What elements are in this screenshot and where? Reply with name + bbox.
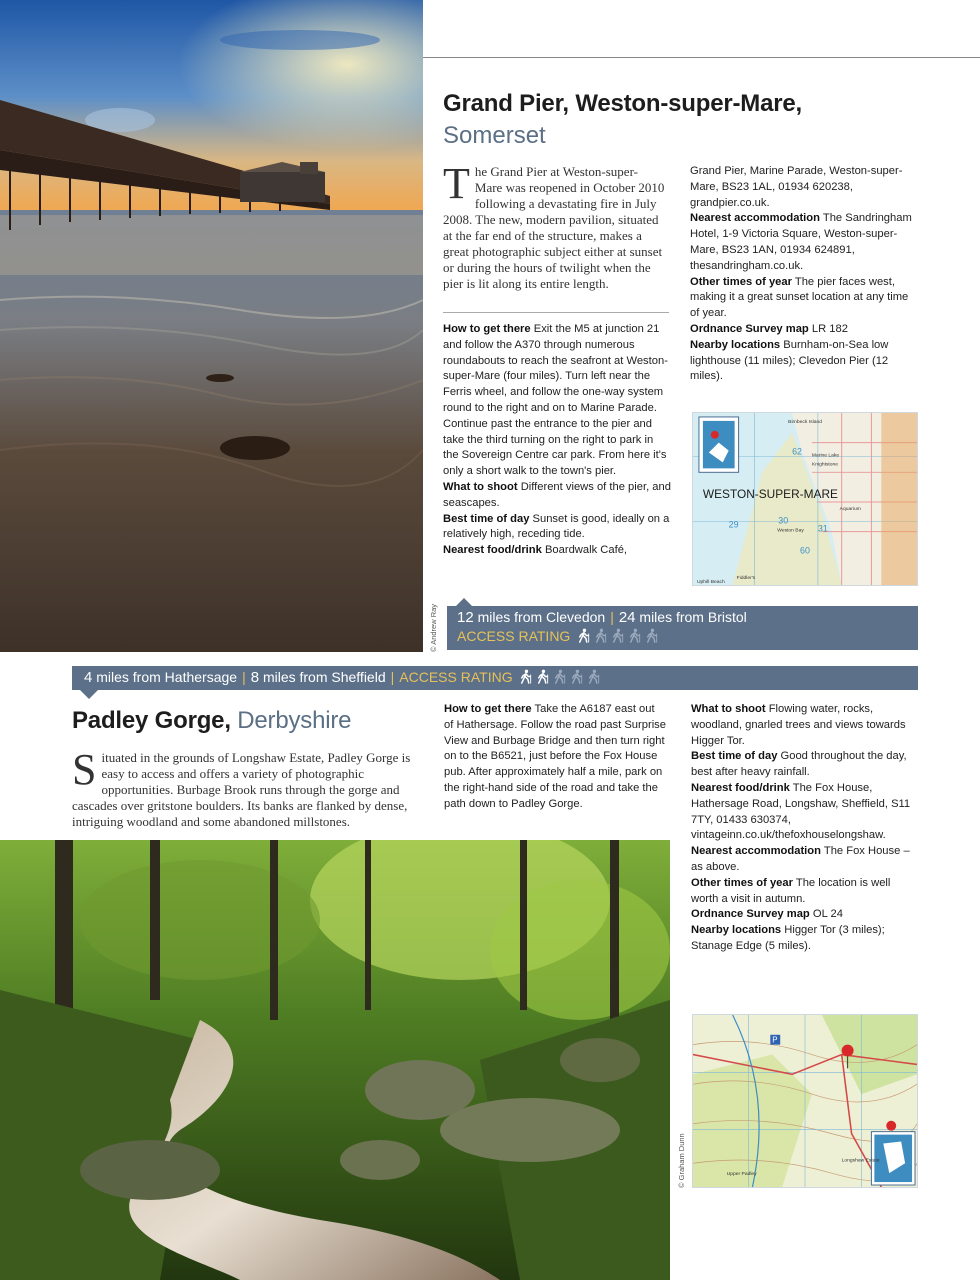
- info-label: Nearby locations: [690, 338, 781, 351]
- distance-label: miles from Clevedon: [477, 609, 606, 625]
- info-text: The location is well worth a visit in autumn.: [691, 876, 891, 905]
- tab-notch: [455, 598, 473, 607]
- map-label: Marine Lake: [811, 453, 840, 459]
- info-label: What to shoot: [691, 703, 766, 715]
- distance-label: miles from Hathersage: [96, 669, 238, 685]
- grand-pier-region: Somerset: [443, 122, 546, 149]
- distance-value: 8: [250, 669, 260, 686]
- padley-info-col2: [691, 702, 919, 955]
- info-text: Take the A6187 east out of Hathersage. Follow the road past Surprise View and Burbage Bridge and then turn right on to the B6521, just before the Fox House pub. After approximately half a mile, park on the right-hand side of the road and take the path down to Padley Gorge.: [444, 703, 667, 810]
- info-label: Best time of day: [691, 750, 778, 763]
- padley-title: [72, 707, 351, 735]
- info-text: OL 24: [812, 908, 843, 921]
- padley-gorge-photo: [0, 840, 670, 1280]
- dropcap: T: [443, 159, 470, 208]
- padley-title-text: Padley Gorge,: [72, 707, 231, 734]
- info-text: The pier faces west, making it a great sunset location at any time of year.: [690, 275, 909, 320]
- distance-value: 4: [84, 669, 93, 686]
- access-rating-icons: [516, 669, 601, 685]
- map-label: 60: [800, 545, 810, 556]
- access-rating-label: ACCESS RATING: [457, 628, 571, 644]
- info-label: How to get there: [443, 323, 531, 335]
- weston-map: [692, 412, 918, 586]
- info-label: Nearest accommodation: [691, 845, 821, 858]
- padley-distance-bar: [72, 666, 918, 690]
- map-label: Longshaw Estate: [841, 1158, 880, 1164]
- walker-icon: [535, 669, 550, 684]
- distance-label: miles from Sheffield: [262, 669, 386, 685]
- map-label: 62: [792, 446, 803, 457]
- distance-label: miles from Bristol: [639, 609, 747, 625]
- walker-icon: [518, 669, 533, 684]
- map-label: 31: [817, 523, 828, 534]
- walker-icon: [610, 628, 625, 643]
- intro-text: ituated in the grounds of Longshaw Estate, Padley Gorge is easy to access and offers a variety of photographic opportunities. Burbage Brook runs through the gorge and cascades over gritstone boulders. Its banks are flanked by dense, intriguing woodland and some abandoned millstones.: [72, 750, 411, 829]
- info-text: Boardwalk Café,: [544, 544, 628, 557]
- grand-pier-distance-bar: [447, 606, 918, 650]
- map-label: Upper Padley: [726, 1172, 757, 1178]
- info-label: Ordnance Survey map: [690, 322, 809, 335]
- walker-icon: [552, 669, 567, 684]
- info-text: Higger Tor (3 miles); Stanage Edge (5 miles).: [691, 924, 885, 952]
- map-label: Weston Bay: [777, 528, 804, 534]
- distance-line: [84, 669, 601, 686]
- info-text: LR 182: [811, 322, 848, 335]
- map-label: 30: [778, 515, 789, 526]
- info-label: How to get there: [444, 703, 532, 715]
- intro-text: he Grand Pier at Weston-super-Mare was reopened in October 2010 following a devastating fire in July 2008. The new, modern pavilion, situated at the far end of the structure, makes a great photographic subject either at sunset or during the hours of twilight when the pier is lit along its entire length.: [443, 164, 665, 291]
- info-label: Ordnance Survey map: [691, 908, 810, 921]
- padley-intro: [72, 745, 418, 830]
- distance-value: 12: [457, 609, 474, 626]
- walker-icon: [569, 669, 584, 684]
- info-text: Good throughout the day, best after heavy rainfall.: [691, 750, 907, 779]
- access-rating-label: ACCESS RATING: [399, 669, 513, 685]
- photo-credit-andrew-ray: © Andrew Ray: [429, 603, 438, 652]
- info-text: Exit the M5 at junction 21 and follow the A370 through numerous roundabouts to reach the seafront at Weston-super-Mare (four miles). Turn left near the Ferris wheel, and follow the one-way system round to the right and on to Marine Parade. Continue past the entrance to the pier and take the third turning on the right to park in the Sovereign Centre car park. From here it's only a short walk to the town's pier.: [443, 323, 668, 478]
- info-label: Nearest accommodation: [690, 212, 820, 225]
- access-rating-icons: [574, 628, 659, 644]
- map-label: Birnbeck Island: [788, 419, 822, 425]
- map-parking-label: P: [772, 1035, 778, 1045]
- map-label: Knightstone: [811, 462, 839, 468]
- info-label: Other times of year: [690, 275, 792, 288]
- info-text: Flowing water, rocks, woodland, gnarled trees and views towards Higger Tor.: [691, 703, 906, 747]
- map-label: Fiddler's: [736, 576, 756, 582]
- info-text: Different views of the pier, and seascapes.: [443, 480, 671, 509]
- info-label: Nearby locations: [691, 924, 782, 937]
- separator: |: [242, 669, 246, 685]
- map-town-label: WESTON-SUPER-MARE: [702, 487, 838, 502]
- intro-divider: [443, 312, 669, 313]
- info-text: The Sandringham Hotel, 1-9 Victoria Square, Weston-super-Mare, BS23 1AN, 01934 624891, thesandringham.co.uk.: [690, 212, 912, 272]
- distance-value: 24: [618, 609, 636, 626]
- photo-credit-graham-dunn: © Graham Dunn: [677, 1133, 686, 1188]
- info-label: Other times of year: [691, 876, 793, 889]
- map-label: Uphill Beach: [696, 580, 725, 585]
- grand-pier-title: Grand Pier, Weston-super-Mare,: [443, 90, 802, 117]
- distance-line: [457, 609, 747, 626]
- separator: |: [390, 669, 395, 685]
- info-text: Grand Pier, Marine Parade, Weston-super-Mare, BS23 1AL, 01934 620238, grandpier.co.uk.: [690, 165, 903, 209]
- info-text: The Fox House, Hathersage Road, Longshaw, Sheffield, S11 7TY, 01433 630374, vintageinn.co.uk/thefoxhouselongshaw.: [691, 781, 911, 842]
- info-label: Best time of day: [443, 512, 530, 525]
- walker-icon: [644, 628, 659, 643]
- grand-pier-photo: [0, 0, 423, 652]
- grand-pier-info-col2: [690, 164, 918, 385]
- grand-pier-info-col1: [443, 322, 671, 559]
- walker-icon: [627, 628, 642, 643]
- map-label: Aquarium: [839, 506, 861, 512]
- info-text: The Fox House – as above.: [691, 845, 910, 873]
- padley-region: Derbyshire: [237, 707, 352, 734]
- walker-icon: [593, 628, 608, 643]
- info-label: Nearest food/drink: [443, 544, 542, 557]
- info-label: Nearest food/drink: [691, 781, 790, 794]
- separator: |: [610, 609, 614, 625]
- walker-icon: [576, 628, 591, 643]
- info-label: What to shoot: [443, 480, 518, 493]
- map-label: 29: [728, 519, 739, 530]
- info-text: Burnham-on-Sea low lighthouse (11 miles); Clevedon Pier (12 miles).: [690, 338, 889, 383]
- grand-pier-intro: [443, 159, 665, 292]
- dropcap: S: [72, 745, 97, 794]
- padley-info-col1: [444, 702, 666, 813]
- info-text: Sunset is good, ideally on a relatively high, receding tide.: [443, 512, 670, 541]
- header-rule: [423, 57, 980, 58]
- padley-map: [692, 1014, 918, 1188]
- access-line: [457, 628, 659, 644]
- walker-icon: [586, 669, 601, 684]
- tab-notch: [80, 690, 98, 699]
